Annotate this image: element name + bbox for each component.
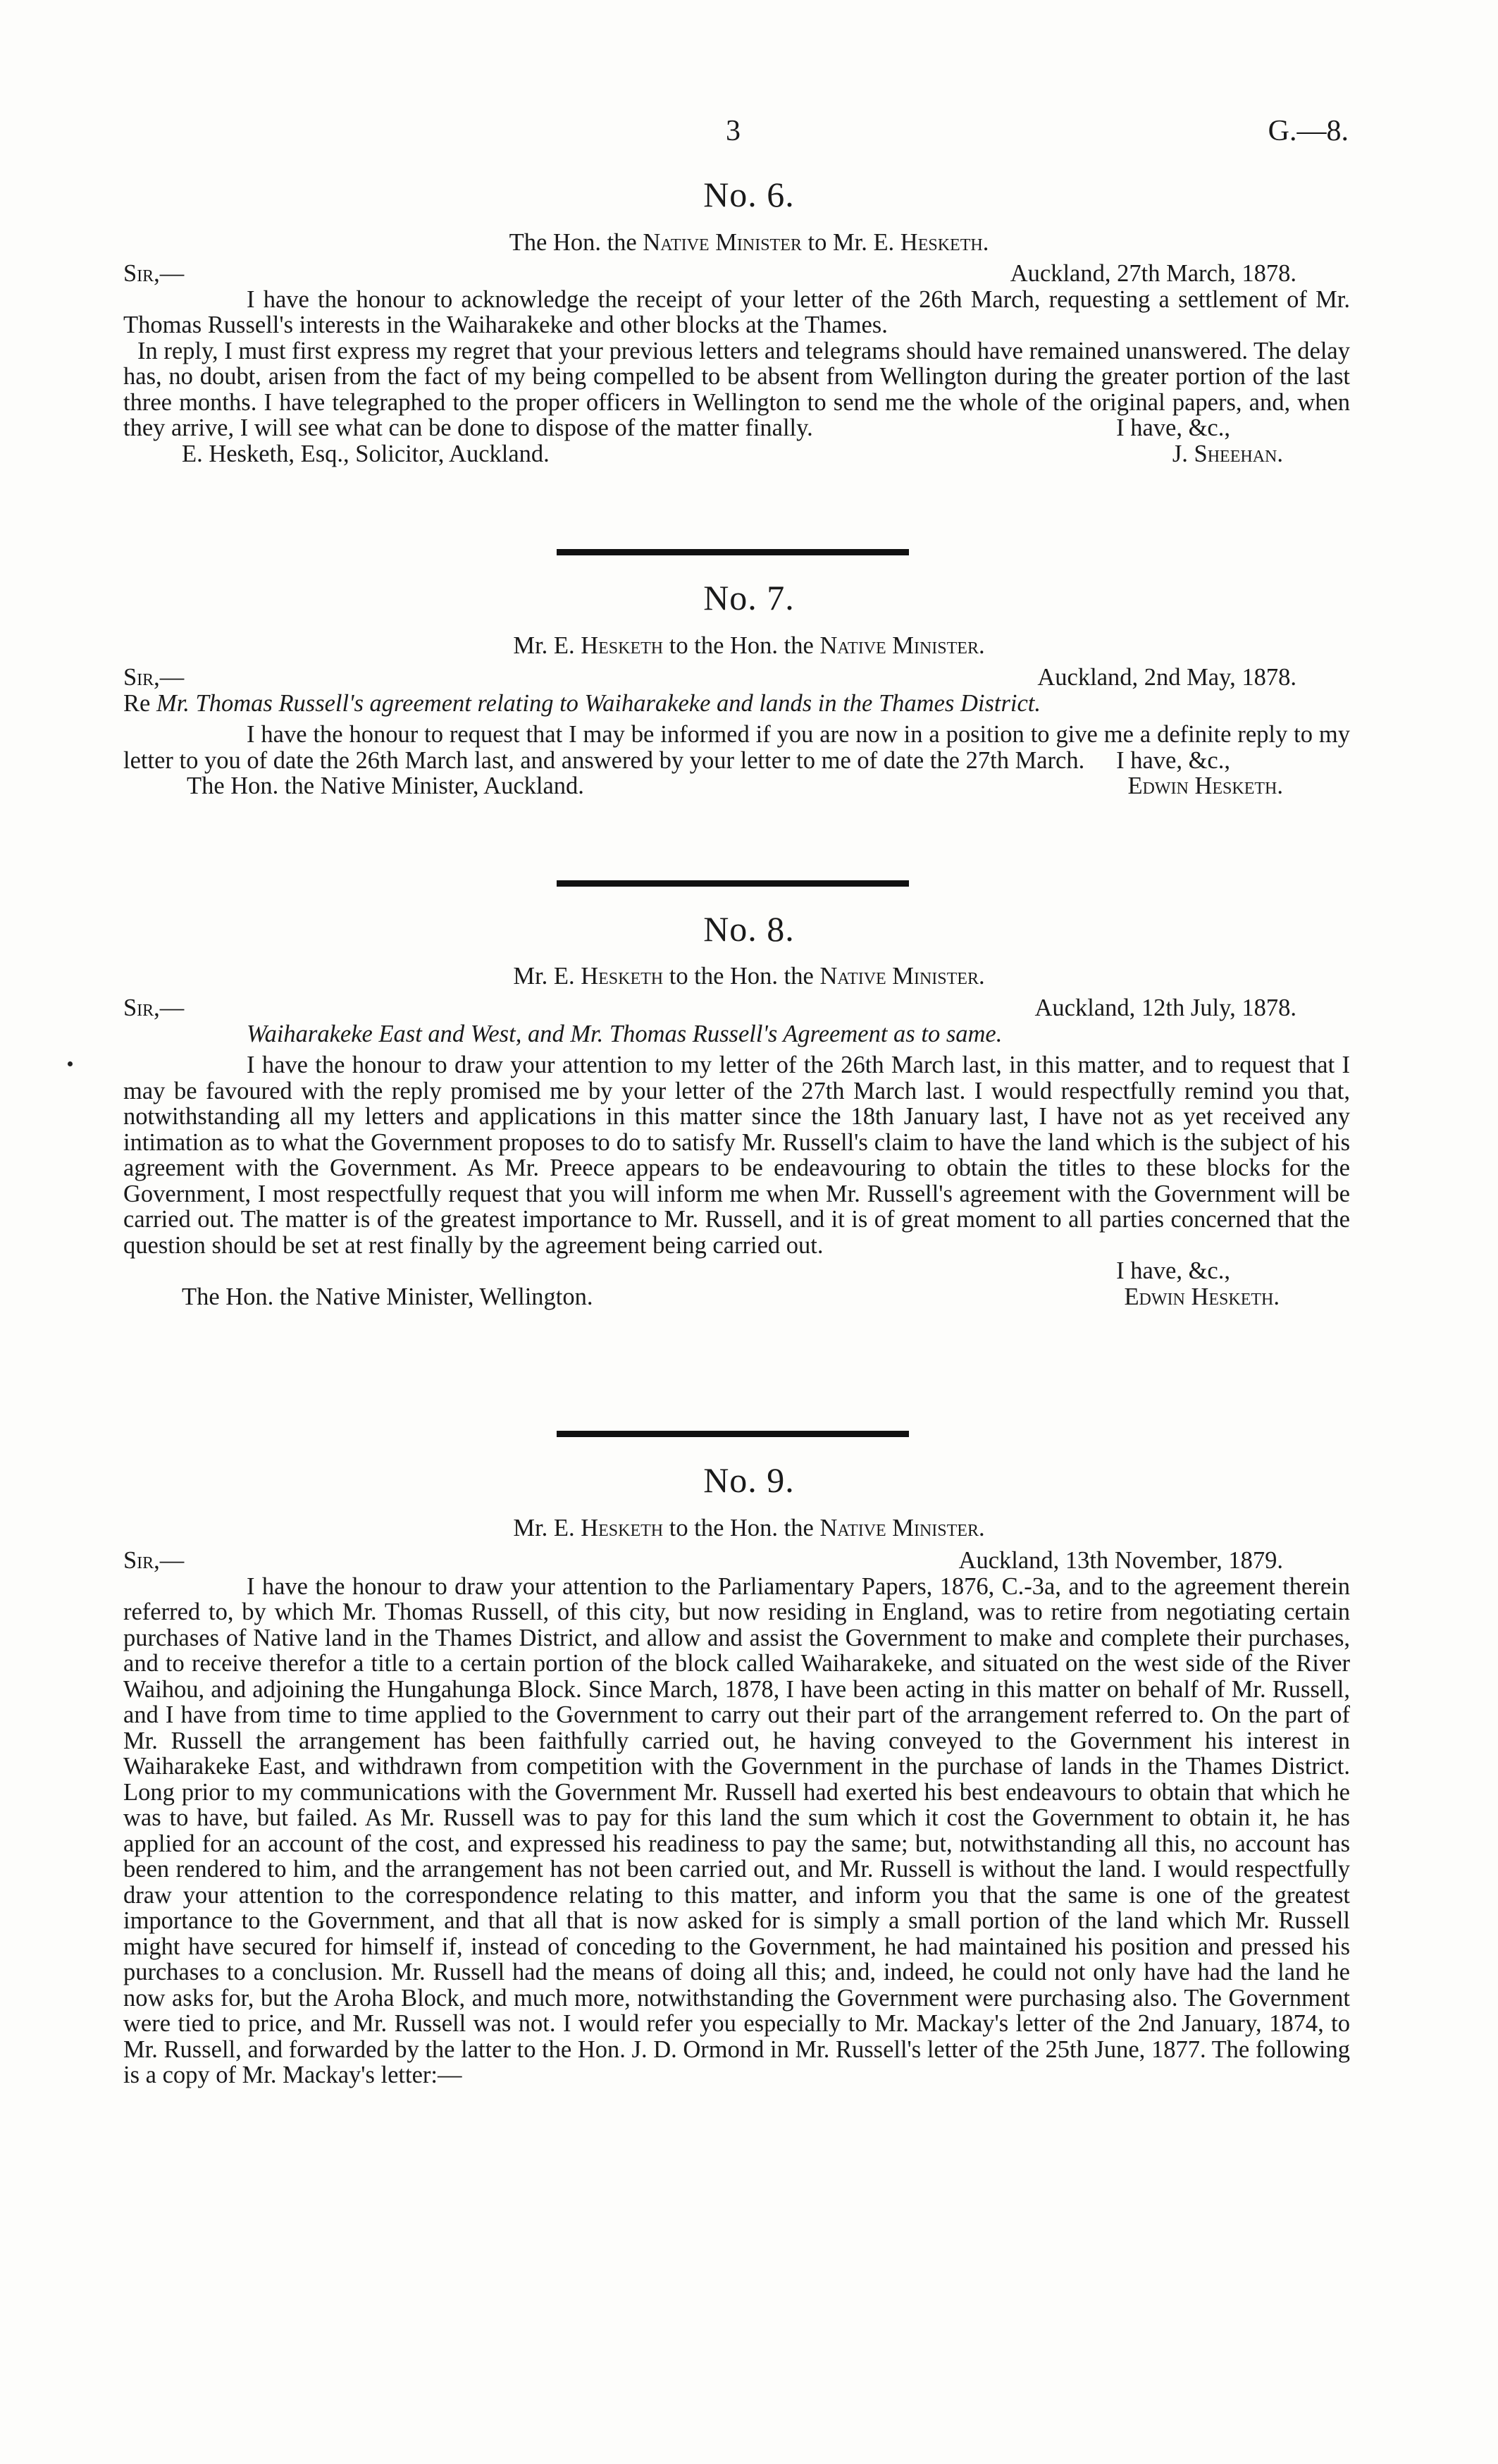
sign-row xyxy=(123,441,1350,467)
sign-row xyxy=(123,1284,1350,1310)
addressee: The Hon. the Native Minister, Wellington. xyxy=(182,1283,593,1310)
page-number: 3 xyxy=(726,115,741,147)
sign-row xyxy=(123,773,1350,799)
letter-6-from-to: The Hon. the Native Minister to Mr. E. Hesketh. xyxy=(509,229,989,256)
salutation: Sir,— xyxy=(123,1547,185,1574)
closing-row xyxy=(123,748,1350,774)
letter-9-heading-row xyxy=(123,1548,1350,1574)
letter-7-heading-row xyxy=(123,665,1350,691)
letter-9-from-to: Mr. E. Hesketh to the Hon. the Native Minister. xyxy=(513,1515,985,1541)
closing-row xyxy=(123,1258,1350,1284)
subject: Waiharakeke East and West, and Mr. Thomas Russell's Agreement as to same. xyxy=(247,1020,1003,1047)
place-date: Auckland, 2nd May, 1878. xyxy=(1037,664,1296,691)
subject-row xyxy=(123,1021,1350,1047)
subject: Re Mr. Thomas Russell's agreement relating to Waiharakeke and lands in the Thames District. xyxy=(123,689,1041,717)
letter-6-number: No. 6. xyxy=(703,175,795,214)
paragraph: I have the honour to acknowledge the receipt of your letter of the 26th March, requesting a settlement of Mr. Thomas Russell's interests in the Waiharakeke and other blocks at the Thames. xyxy=(123,285,1350,338)
paragraph: I have the honour to draw your attention to my letter of the 26th March last, in this matter, and to request that I may be favoured with the reply promised me by your letter of the 27th March last. I would respectfully remind you that, notwithstanding all my letters and applications in this matter since the 18th January last, I have not as yet received any intimation as to what the Government proposes to do to satisfy Mr. Russell's claim to have the land which is the subject of his agreement with the Government. As Mr. Preece appears to be endeavouring to obtain the titles to these blocks for the Government, I most respectfully request that you will inform me when Mr. Russell's agreement with the Government will be carried out. The matter is of the greatest importance to Mr. Russell, and it is of great moment to all parties concerned that the question should be set at rest finally by the agreement being carried out. xyxy=(123,1052,1350,1259)
salutation: Sir,— xyxy=(123,994,185,1021)
letter-8-heading-row xyxy=(123,995,1350,1021)
subject-row xyxy=(123,691,1350,717)
paragraph: In reply, I must first express my regret that your previous letters and telegrams should have remained unanswered. The delay has, no doubt, arisen from the fact of my being compelled to be absent from Wellington during the greater portion of the last three months. I have telegraphed to the proper officers in Wellington to send me the whole of the original papers, and, when they arrive, I will see what can be done to dispose of the matter finally. xyxy=(123,337,1350,441)
salutation: Sir,— xyxy=(123,260,185,287)
closing-row xyxy=(123,415,1350,441)
salutation: Sir,— xyxy=(123,664,185,691)
letter-7 xyxy=(123,665,1350,799)
closing: I have, &c., xyxy=(1116,746,1230,774)
series-number: G.—8. xyxy=(1268,115,1349,147)
letter-6-heading-row xyxy=(123,261,1350,287)
section-divider xyxy=(557,549,909,555)
addressee: The Hon. the Native Minister, Auckland. xyxy=(187,772,584,799)
paragraph: I have the honour to request that I may be informed if you are now in a position to give me a definite reply to my letter to you of date the 26th March last, and answered by your letter to me of date the 27th March. xyxy=(123,721,1350,774)
letter-8 xyxy=(123,995,1350,1310)
letter-6 xyxy=(123,261,1350,467)
section-divider xyxy=(557,880,909,887)
section-divider xyxy=(557,1431,909,1437)
letter-7-from-to: Mr. E. Hesketh to the Hon. the Native Minister. xyxy=(513,632,985,659)
paragraph: I have the honour to draw your attention to the Parliamentary Papers, 1876, C.-3a, and to the agreement therein referred to, by which Mr. Thomas Russell, of this city, but now residing in England, was to retire from negotiating certain purchases of Native land in the Thames District, and allow and assist the Government to make and complete their purchases, and to receive therefor a title to a certain portion of the block called Waiharakeke, and situated on the west side of the River Waihou, and adjoining the Hungahunga Block. Since March, 1878, I have been acting in this matter on behalf of Mr. Russell, and I have from time to time applied to the Government to carry out their part of the arrangement referred to. On the part of Mr. Russell the arrangement has been faithfully carried out, he having conveyed to the Government his interest in Waiharakeke East, and withdrawn from competition with the Government in the purchase of lands in the Thames District. Long prior to my communications with the Government Mr. Russell had exerted his best endeavours to obtain that which he was to have, but failed. As Mr. Russell was to pay for this land the sum which it cost the Government to obtain it, he has applied for an account of the cost, and expressed his readiness to pay the same; but, notwithstanding all this, no account has been rendered to him, and the arrangement has not been carried out, and Mr. Russell is without the land. I would respectfully draw your attention to the correspondence relating to this matter, and inform you that the same is one of the greatest importance to the Government, and that all that is now asked for is simply a small portion of the land which Mr. Russell might have secured for himself if, instead of conceding to the Government, he had maintained his position and pressed his purchases to a conclusion. Mr. Russell had the means of doing all this; and, indeed, he could not only have had the land he now asks for, but the Aroha Block, and much more, notwithstanding the Government were purchasing also. The Government were tied to price, and Mr. Russell was not. I would refer you especially to Mr. Mackay's letter of the 2nd January, 1874, to Mr. Russell, and forwarded by the latter to the Hon. J. D. Ormond in Mr. Russell's letter of the 25th June, 1877. The following is a copy of Mr. Mackay's letter:— xyxy=(123,1572,1350,2088)
signature: Edwin Hesketh. xyxy=(1127,772,1283,799)
place-date: Auckland, 13th November, 1879. xyxy=(958,1547,1283,1574)
letter-8-number: No. 8. xyxy=(703,909,795,949)
place-date: Auckland, 12th July, 1878. xyxy=(1034,994,1296,1021)
letter-7-number: No. 7. xyxy=(703,578,795,617)
closing: I have, &c., xyxy=(1116,1257,1230,1284)
place-date: Auckland, 27th March, 1878. xyxy=(1010,260,1296,287)
letter-9 xyxy=(123,1548,1350,2088)
closing: I have, &c., xyxy=(1116,414,1230,441)
letter-8-from-to: Mr. E. Hesketh to the Hon. the Native Minister. xyxy=(513,963,985,990)
signature: Edwin Hesketh. xyxy=(1124,1283,1280,1310)
addressee: E. Hesketh, Esq., Solicitor, Auckland. xyxy=(182,440,550,467)
letter-9-number: No. 9. xyxy=(703,1460,795,1500)
margin-dot xyxy=(68,1061,73,1066)
signature: J. Sheehan. xyxy=(1172,440,1283,467)
